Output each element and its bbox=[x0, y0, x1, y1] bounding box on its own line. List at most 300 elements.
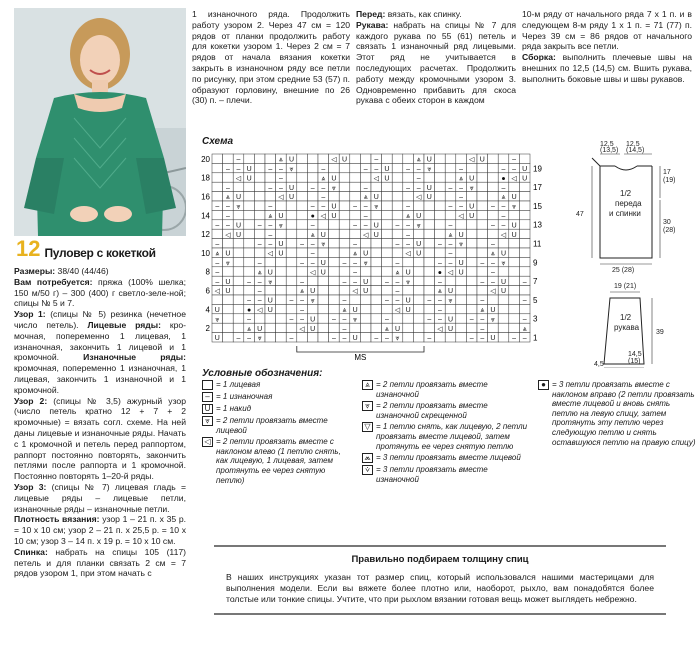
chart-cell bbox=[498, 333, 509, 342]
chart-symbol: ● bbox=[246, 307, 252, 314]
chart-symbol: – bbox=[374, 166, 379, 173]
chart-symbol: – bbox=[501, 203, 506, 211]
chart-cell bbox=[286, 304, 297, 313]
chart-symbol: ⩔ bbox=[225, 260, 230, 267]
chart-cell bbox=[519, 154, 530, 163]
chart-cell bbox=[244, 182, 255, 191]
chart-symbol: – bbox=[363, 166, 368, 173]
legend-symbol-icon: – bbox=[202, 392, 213, 402]
legend-item bbox=[202, 404, 352, 414]
chart-symbol: ⩔ bbox=[459, 241, 464, 249]
instructions-col4 bbox=[522, 9, 692, 85]
chart-cell bbox=[445, 276, 456, 285]
chart-cell bbox=[244, 229, 255, 238]
chart-symbol: – bbox=[522, 335, 527, 343]
chart-symbol: ⩔ bbox=[406, 278, 411, 286]
chart-cell bbox=[477, 267, 488, 276]
chart-symbol: – bbox=[406, 231, 411, 239]
chart-symbol: – bbox=[342, 335, 347, 343]
chart-symbol: – bbox=[363, 184, 368, 192]
chart-symbol: – bbox=[310, 203, 315, 211]
chart-cell bbox=[244, 286, 255, 295]
chart-symbol: – bbox=[289, 297, 294, 305]
body-right-2: (28) bbox=[663, 227, 676, 234]
chart-symbol: U bbox=[479, 156, 485, 164]
chart-symbol: – bbox=[374, 335, 379, 343]
chart-symbol: – bbox=[310, 184, 315, 192]
chart-symbol: U bbox=[394, 325, 401, 333]
density-text: узор 1 – 21 п. х 35 р. = 10 х 10 см; узор 2 – 21 п. х 25,5 р. = 10 х 10 см; узор 3 – 14 п. х 19 р. = 10 х 10 см. bbox=[14, 514, 187, 546]
chart-cell bbox=[519, 267, 530, 276]
chart-cell bbox=[445, 210, 456, 219]
chart-cell bbox=[265, 333, 276, 342]
chart-symbol: U bbox=[320, 260, 326, 267]
chart-symbol: U bbox=[416, 241, 422, 249]
legend-text: = 3 петли провязать вместе изнаночной bbox=[376, 465, 488, 484]
chart-cell bbox=[254, 314, 265, 323]
chart-symbol: U bbox=[246, 175, 252, 183]
chart-cell bbox=[519, 182, 530, 191]
chart-symbol: – bbox=[459, 166, 464, 173]
chart-symbol: – bbox=[289, 316, 294, 324]
legend-item bbox=[202, 416, 352, 435]
chart-symbol: – bbox=[300, 297, 305, 305]
chart-cell bbox=[297, 229, 308, 238]
chart-symbol: U bbox=[267, 297, 273, 305]
chart-cell bbox=[233, 276, 244, 285]
chart-cell bbox=[212, 163, 223, 172]
chart-symbol: ⩓ bbox=[437, 288, 442, 296]
chart-cell bbox=[297, 154, 308, 163]
instructions-col1 bbox=[14, 266, 186, 579]
legend-text: = 2 петли провязать вместе изнаночной скрещенной bbox=[376, 401, 488, 420]
chart-symbol: ◁ bbox=[437, 325, 443, 333]
body-center-1: 1/2 bbox=[620, 189, 632, 198]
pattern2-text: (спицы № 3,5) ажурный узор (число петель кратно 12 + 7 + 2 кромочные) = вязать согл. схеме. На ней даны лицевые и изнаночные ряды. Начать с 1 кромочной и петель перед раппортом, раппорт постоянно повторять, закончить петлями после раппорта и 1 кромочной. Постоянно повторять 1–20-й ряды. bbox=[14, 395, 186, 482]
chart-symbol: ◁ bbox=[299, 325, 305, 333]
chart-symbol: ⩔ bbox=[374, 203, 379, 211]
chart-symbol: U bbox=[373, 231, 379, 239]
chart-cell bbox=[360, 314, 371, 323]
chart-symbol: ⩓ bbox=[300, 288, 305, 296]
chart-symbol: – bbox=[257, 241, 262, 249]
chart-symbol: – bbox=[236, 335, 241, 343]
assembly-text: выполнить плечевые швы на внешних по 12,5 (14,5) см. Вшить рукава, выполнить боковые швы и швы рукавов. bbox=[522, 52, 692, 84]
chart-cell bbox=[509, 304, 520, 313]
legend-item bbox=[202, 392, 352, 402]
chart-symbol: – bbox=[247, 335, 252, 343]
chart-symbol: U bbox=[363, 250, 369, 258]
pattern3-text: (спицы № 7) лицевая гладь = лицевые ряды – лицевые петли, изнаночные ряды – изнаночные петли. bbox=[14, 481, 186, 514]
chart-symbol: U bbox=[363, 278, 369, 286]
chart-cell bbox=[371, 239, 382, 248]
chart-symbol: U bbox=[235, 222, 242, 230]
chart-cell bbox=[413, 229, 424, 238]
chart-symbol: U bbox=[447, 325, 454, 333]
chart-symbol: U bbox=[331, 213, 337, 220]
chart-cell bbox=[223, 333, 234, 342]
chart-cell bbox=[329, 248, 340, 257]
chart-cell bbox=[297, 333, 308, 342]
chart-cell bbox=[329, 276, 340, 285]
chart-cell bbox=[371, 210, 382, 219]
chart-cell bbox=[297, 267, 308, 276]
sleeves-continued-text: 10-м ряду от начального ряда 7 х 1 п. и в следующем 8-м ряду 1 х 1 п. = 71 (77) п. Через 39 см = 86 рядов от начального ряда закрыть все петли. bbox=[522, 9, 692, 52]
chart-cell bbox=[307, 173, 318, 182]
chart-symbol: – bbox=[448, 222, 453, 230]
materials-label: Вам потребуется: bbox=[14, 276, 93, 287]
chart-cell bbox=[297, 201, 308, 210]
chart-symbol: – bbox=[225, 203, 230, 211]
chart-cell bbox=[435, 229, 446, 238]
chart-cell bbox=[233, 267, 244, 276]
chart-cell bbox=[424, 229, 435, 238]
chart-cell bbox=[488, 154, 499, 163]
chart-symbol: ⩔ bbox=[448, 297, 453, 305]
chart-symbol: ◁ bbox=[257, 307, 263, 314]
chart-cell bbox=[413, 257, 424, 266]
knitting-chart bbox=[200, 150, 560, 365]
chart-cell bbox=[498, 295, 509, 304]
chart-symbol: – bbox=[480, 278, 485, 286]
chart-symbol: – bbox=[448, 250, 453, 258]
chart-symbol: U bbox=[426, 184, 432, 192]
chart-cell bbox=[488, 192, 499, 201]
row-label-left: 8 bbox=[205, 267, 210, 277]
chart-cell bbox=[276, 295, 287, 304]
chart-cell bbox=[223, 173, 234, 182]
chart-symbol: U bbox=[447, 288, 454, 296]
chart-cell bbox=[212, 323, 223, 332]
chart-symbol: U bbox=[458, 231, 464, 239]
chart-symbol: – bbox=[512, 335, 517, 343]
chart-cell bbox=[424, 173, 435, 182]
chart-cell bbox=[456, 248, 467, 257]
chart-cell bbox=[307, 163, 318, 172]
chart-symbol: – bbox=[416, 175, 421, 183]
model-title bbox=[16, 238, 156, 260]
chart-cell bbox=[350, 323, 361, 332]
chart-symbol: U bbox=[214, 335, 220, 343]
chart-cell bbox=[265, 192, 276, 201]
legend-item bbox=[362, 453, 532, 463]
legend-symbol-icon: ● bbox=[538, 380, 549, 390]
pattern1-face-label: Лицевые ряды: bbox=[87, 319, 161, 330]
chart-symbol: – bbox=[501, 213, 506, 220]
chart-symbol: ⩓ bbox=[363, 194, 368, 202]
chart-symbol: U bbox=[331, 175, 337, 183]
chart-symbol: U bbox=[341, 156, 348, 164]
legend-item bbox=[362, 401, 532, 420]
chart-cell bbox=[329, 229, 340, 238]
chart-cell bbox=[435, 173, 446, 182]
chart-symbol: – bbox=[384, 297, 389, 305]
chart-cell bbox=[360, 304, 371, 313]
chart-cell bbox=[254, 248, 265, 257]
chart-cell bbox=[371, 267, 382, 276]
chart-cell bbox=[424, 267, 435, 276]
chart-cell bbox=[339, 248, 350, 257]
chart-cell bbox=[339, 220, 350, 229]
body-top-right-1: 12,5 bbox=[626, 141, 640, 148]
chart-symbol: ⩓ bbox=[321, 175, 326, 183]
chart-cell bbox=[244, 154, 255, 163]
chart-cell bbox=[509, 210, 520, 219]
chart-symbol: – bbox=[278, 175, 283, 183]
chart-cell bbox=[392, 192, 403, 201]
chart-cell bbox=[371, 276, 382, 285]
chart-cell bbox=[223, 323, 234, 332]
chart-cell bbox=[212, 154, 223, 163]
chart-cell bbox=[360, 173, 371, 182]
chart-symbol: – bbox=[331, 316, 336, 324]
row-label-right: 1 bbox=[533, 333, 538, 343]
chart-symbol: – bbox=[406, 166, 411, 173]
chart-cell bbox=[254, 210, 265, 219]
chart-symbol: ⩔ bbox=[363, 260, 368, 267]
chart-cell bbox=[445, 173, 456, 182]
chart-symbol: ◁ bbox=[500, 231, 507, 239]
chart-cell bbox=[350, 182, 361, 191]
chart-symbol: – bbox=[512, 166, 517, 173]
chart-symbol: U bbox=[511, 194, 517, 202]
chart-cell bbox=[477, 286, 488, 295]
chart-cell bbox=[498, 267, 509, 276]
chart-cell bbox=[286, 201, 297, 210]
chart-symbol: – bbox=[416, 184, 421, 192]
chart-cell bbox=[477, 173, 488, 182]
chart-cell bbox=[509, 286, 520, 295]
chart-symbol: ⩓ bbox=[342, 307, 347, 314]
assembly-label: Сборка: bbox=[522, 52, 556, 63]
chart-cell bbox=[382, 154, 393, 163]
legend-symbol-icon: ◁ bbox=[202, 437, 213, 447]
chart-symbol: – bbox=[353, 241, 358, 249]
chart-cell bbox=[466, 286, 477, 295]
chart-symbol: ◁ bbox=[225, 231, 231, 239]
chart-cell bbox=[286, 229, 297, 238]
chart-cell bbox=[519, 257, 530, 266]
chart-symbol: U bbox=[426, 194, 432, 202]
chart-symbol: ⩓ bbox=[257, 269, 262, 277]
chart-cell bbox=[519, 286, 530, 295]
chart-cell bbox=[466, 239, 477, 248]
chart-symbol: U bbox=[320, 231, 326, 239]
chart-symbol: U bbox=[384, 166, 390, 173]
chart-symbol: – bbox=[437, 316, 442, 324]
chart-cell bbox=[233, 314, 244, 323]
sizes-label: Размеры: bbox=[14, 266, 56, 276]
row-label-left: 10 bbox=[201, 248, 210, 258]
chart-symbol: U bbox=[500, 250, 507, 258]
chart-cell bbox=[318, 248, 329, 257]
chart-cell bbox=[519, 220, 530, 229]
chart-symbol: – bbox=[247, 278, 252, 286]
chart-symbol: – bbox=[501, 166, 506, 173]
chart-symbol: – bbox=[300, 278, 305, 286]
chart-cell bbox=[382, 220, 393, 229]
chart-symbol: U bbox=[331, 203, 337, 211]
chart-symbol: U bbox=[490, 335, 496, 343]
chart-symbol: ⩓ bbox=[247, 325, 252, 333]
chart-cell bbox=[477, 229, 488, 238]
chart-cell bbox=[223, 239, 234, 248]
chart-symbol: – bbox=[257, 297, 262, 305]
chart-cell bbox=[382, 229, 393, 238]
chart-symbol: – bbox=[300, 241, 305, 249]
chart-cell bbox=[488, 295, 499, 304]
chart-cell bbox=[307, 333, 318, 342]
chart-symbol: ⩔ bbox=[331, 184, 336, 192]
chart-cell bbox=[382, 239, 393, 248]
chart-symbol: ◁ bbox=[405, 250, 411, 258]
chart-symbol: – bbox=[215, 269, 220, 277]
chart-symbol: – bbox=[331, 335, 336, 343]
chart-symbol: – bbox=[406, 222, 411, 230]
chart-cell bbox=[350, 192, 361, 201]
chart-symbol: – bbox=[480, 316, 485, 324]
chart-symbol: ⩔ bbox=[416, 222, 421, 230]
chart-cell bbox=[392, 182, 403, 191]
chart-cell bbox=[435, 248, 446, 257]
chart-cell bbox=[276, 323, 287, 332]
chart-symbol: – bbox=[342, 260, 347, 267]
row-label-right: 13 bbox=[533, 220, 542, 230]
chart-symbol: U bbox=[405, 297, 411, 305]
chart-symbol: U bbox=[522, 175, 528, 183]
chart-symbol: U bbox=[469, 203, 475, 211]
chart-cell bbox=[445, 192, 456, 201]
legend-text: = 2 петли провязать вместе с наклоном влево (1 петлю снять, как лицевую, 1 лицевая, затем протянуть ее через снятую петлю) bbox=[216, 437, 341, 485]
chart-symbol: – bbox=[480, 325, 485, 333]
chart-symbol: ⩔ bbox=[490, 316, 495, 324]
legend-symbol-icon: ▽ bbox=[362, 422, 373, 432]
chart-cell bbox=[456, 154, 467, 163]
chart-cell bbox=[360, 323, 371, 332]
chart-cell bbox=[318, 333, 329, 342]
chart-cell bbox=[477, 182, 488, 191]
chart-symbol: U bbox=[310, 325, 316, 333]
chart-cell bbox=[424, 210, 435, 219]
chart-symbol: – bbox=[490, 222, 495, 230]
chart-cell bbox=[233, 239, 244, 248]
chart-cell bbox=[435, 182, 446, 191]
chart-symbol: ● bbox=[501, 175, 506, 183]
chart-symbol: – bbox=[215, 278, 220, 286]
body-top-left-1: 12,5 bbox=[600, 141, 614, 148]
chart-symbol: – bbox=[384, 278, 389, 286]
chart-symbol: – bbox=[406, 203, 411, 211]
row-label-left: 20 bbox=[201, 154, 210, 164]
chart-cell bbox=[403, 192, 414, 201]
chart-cell bbox=[212, 173, 223, 182]
chart-symbol: – bbox=[321, 194, 326, 202]
chart-cell bbox=[498, 239, 509, 248]
chart-cell bbox=[233, 304, 244, 313]
chart-symbol: – bbox=[522, 278, 527, 286]
chart-cell bbox=[371, 314, 382, 323]
legend-col1 bbox=[202, 380, 352, 487]
instructions-col2 bbox=[192, 9, 350, 106]
row-label-right: 19 bbox=[533, 164, 542, 174]
chart-cell bbox=[519, 248, 530, 257]
pattern-schematic bbox=[560, 138, 696, 368]
chart-cell bbox=[477, 220, 488, 229]
chart-symbol: ⩔ bbox=[353, 316, 358, 324]
front-text: вязать, как спинку. bbox=[385, 9, 462, 19]
chart-cell bbox=[212, 210, 223, 219]
chart-cell bbox=[350, 154, 361, 163]
chart-symbol: – bbox=[416, 166, 421, 173]
chart-cell bbox=[498, 304, 509, 313]
chart-cell bbox=[254, 201, 265, 210]
chart-cell bbox=[466, 323, 477, 332]
chart-symbol: – bbox=[215, 260, 220, 267]
chart-symbol: – bbox=[459, 184, 464, 192]
chart-cell bbox=[477, 163, 488, 172]
chart-cell bbox=[254, 163, 265, 172]
legend-symbol-icon: ⩔ bbox=[202, 416, 213, 426]
front-label: Перед: bbox=[356, 9, 386, 19]
chart-cell bbox=[329, 257, 340, 266]
chart-symbol: U bbox=[352, 307, 358, 314]
chart-cell bbox=[244, 201, 255, 210]
chart-symbol: – bbox=[225, 222, 230, 230]
chart-symbol: ⩓ bbox=[310, 231, 315, 239]
chart-cell bbox=[382, 304, 393, 313]
chart-cell bbox=[318, 276, 329, 285]
chart-symbol: ⩓ bbox=[406, 213, 411, 220]
chart-symbol: – bbox=[215, 222, 220, 230]
chart-cell bbox=[286, 210, 297, 219]
chart-cell bbox=[329, 239, 340, 248]
chart-symbol: – bbox=[363, 213, 368, 220]
chart-symbol: U bbox=[416, 213, 422, 220]
chart-symbol: ⩔ bbox=[427, 166, 432, 173]
chart-cell bbox=[371, 248, 382, 257]
chart-cell bbox=[509, 295, 520, 304]
chart-symbol: – bbox=[353, 222, 358, 230]
chart-cell bbox=[329, 267, 340, 276]
chart-cell bbox=[413, 201, 424, 210]
chart-symbol: – bbox=[353, 260, 358, 267]
chart-symbol: – bbox=[469, 335, 474, 343]
chart-cell bbox=[382, 257, 393, 266]
chart-cell bbox=[286, 257, 297, 266]
chart-cell bbox=[382, 267, 393, 276]
chart-cell bbox=[392, 201, 403, 210]
chart-cell bbox=[488, 182, 499, 191]
chart-symbol: – bbox=[247, 297, 252, 305]
chart-cell bbox=[276, 201, 287, 210]
row-label-right: 15 bbox=[533, 201, 542, 211]
chart-cell bbox=[244, 210, 255, 219]
legend-text: = 1 изнаночная bbox=[216, 392, 273, 401]
chart-symbol: – bbox=[257, 288, 262, 296]
chart-symbol: – bbox=[268, 231, 273, 239]
chart-cell bbox=[360, 295, 371, 304]
chart-cell bbox=[488, 229, 499, 238]
chart-symbol: ◁ bbox=[320, 213, 326, 220]
chart-symbol: – bbox=[490, 203, 495, 211]
chart-symbol: U bbox=[490, 307, 496, 314]
tip-text: В наших инструкциях указан тот размер спиц, который использовался нашими мастерицами для выполнения модели. Если вы вяжете более плотно или, наоборот, рыхло, вам понадобятся более толстые или тонкие спицы. Учтите, что при рыхлом вязании готовая вещь может выглядеть небрежно. bbox=[226, 571, 654, 604]
chart-symbol: – bbox=[437, 307, 442, 314]
chart-symbol: U bbox=[363, 288, 369, 296]
pattern1-purl-text: кромочная, попеременно 1 изнаночная, 1 лицевая, закончить 1 изнаночной и 1 кромочной. bbox=[14, 363, 186, 395]
chart-cell bbox=[329, 163, 340, 172]
chart-symbol: – bbox=[353, 203, 358, 211]
